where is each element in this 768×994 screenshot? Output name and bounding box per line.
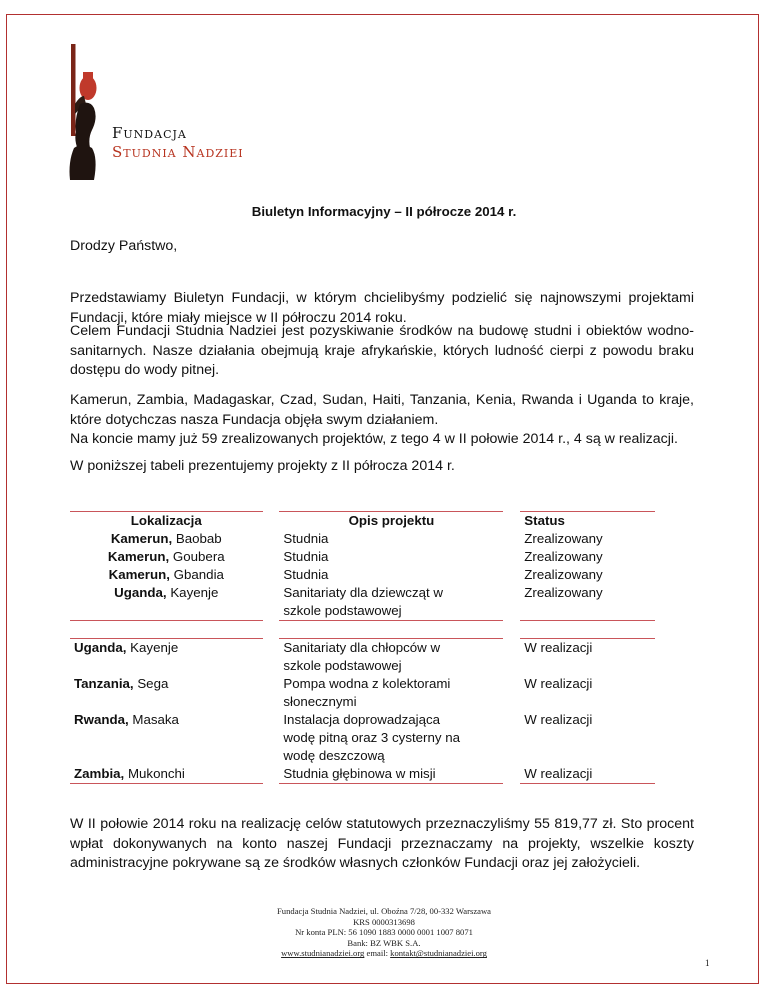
woman-silhouette-icon	[70, 44, 97, 180]
paragraph-mission: Celem Fundacji Studnia Nadziei jest pozyskiwanie środków na budowę studni i obiektów wodno-sanitarnych. Nasze działania obejmują kraje afrykańskie, których ludność cierpi z powodu braku dostępu do wody pitnej.	[70, 323, 694, 378]
footer-bank: Bank: BZ WBK S.A.	[347, 937, 421, 948]
greeting: Drodzy Państwo,	[70, 238, 178, 254]
email-link[interactable]: kontakt@studnianadziei.org	[390, 948, 487, 959]
header-location: Lokalizacja Kamerun, Baobab Kamerun, Goubera Kamerun, Gbandia Uganda, Kayenje	[70, 512, 263, 621]
table-header-row	[70, 512, 655, 621]
ongoing-descriptions: Sanitariaty dla chłopców w szkole podstawowej Pompa wodna z kolektorami słonecznymi Instalacja doprowadzająca wodę pitną oraz 3 cysterny na wodę deszczową Studnia głębinowa w misji	[279, 639, 503, 784]
ongoing-statuses: W realizacji W realizacji W realizacji W realizacji	[520, 639, 655, 784]
paragraph-intro: Przedstawiamy Biuletyn Fundacji, w którym chcielibyśmy podzielić się najnowszymi projektami Fundacji, które miały miejsce w II półroczu 2014 roku.	[70, 290, 694, 326]
footer-address: Fundacja Studnia Nadziei, ul. Oboźna 7/28, 00-332 Warszawa	[277, 906, 491, 916]
paragraph-projects-count: Na koncie mamy już 59 zrealizowanych projektów, z tego 4 w II połowie 2014 r., 4 są w realizacji.	[70, 431, 678, 447]
logo-text-fundacja: Fundacja	[112, 124, 187, 142]
paragraph-countries-text: Kamerun, Zambia, Madagaskar, Czad, Sudan, Haiti, Tanzania, Kenia, Rwanda i Uganda to kraje, które dotychczas nasza Fundacja objęła swym działaniem.	[70, 392, 694, 428]
page-number: 1	[705, 958, 710, 968]
paragraph-table-intro: W poniższej tabeli prezentujemy projekty z II półrocza 2014 r.	[70, 458, 455, 474]
document-title: Biuletyn Informacyjny – II półrocze 2014 r.	[251, 204, 517, 219]
email-label: email:	[366, 948, 388, 959]
logo-text-studnia-nadziei: Studnia Nadziei	[112, 143, 244, 161]
footer-krs: KRS 0000313698	[353, 916, 415, 927]
footer-account: Nr konta PLN: 56 1090 1883 0000 0001 1007 8071	[295, 927, 473, 938]
ongoing-locations: Uganda, Kayenje Tanzania, Sega Rwanda, Masaka Zambia, Mukonchi	[70, 639, 263, 784]
website-link[interactable]: www.studnianadziei.org	[281, 948, 365, 959]
footer-contact	[0, 948, 768, 959]
table-row	[70, 639, 655, 784]
paragraph-countries	[70, 391, 694, 450]
page-footer	[0, 906, 768, 959]
projects-table	[70, 511, 655, 784]
header-description: Opis projektu Studnia Studnia Studnia Sanitariaty dla dziewcząt w szkole podstawowej	[279, 512, 503, 621]
paragraph-funding: W II połowie 2014 roku na realizację celów statutowych przeznaczyliśmy 55 819,77 zł. Sto procent wpłat dokonywanych na konto naszej Fundacji przeznaczamy na projekty, wszelkie koszty administracyjne pokrywane są ze środków własnych członków Fundacji oraz jej założycieli.	[70, 816, 694, 871]
header-status: Status Zrealizowany Zrealizowany Zrealizowany Zrealizowany	[520, 512, 655, 621]
